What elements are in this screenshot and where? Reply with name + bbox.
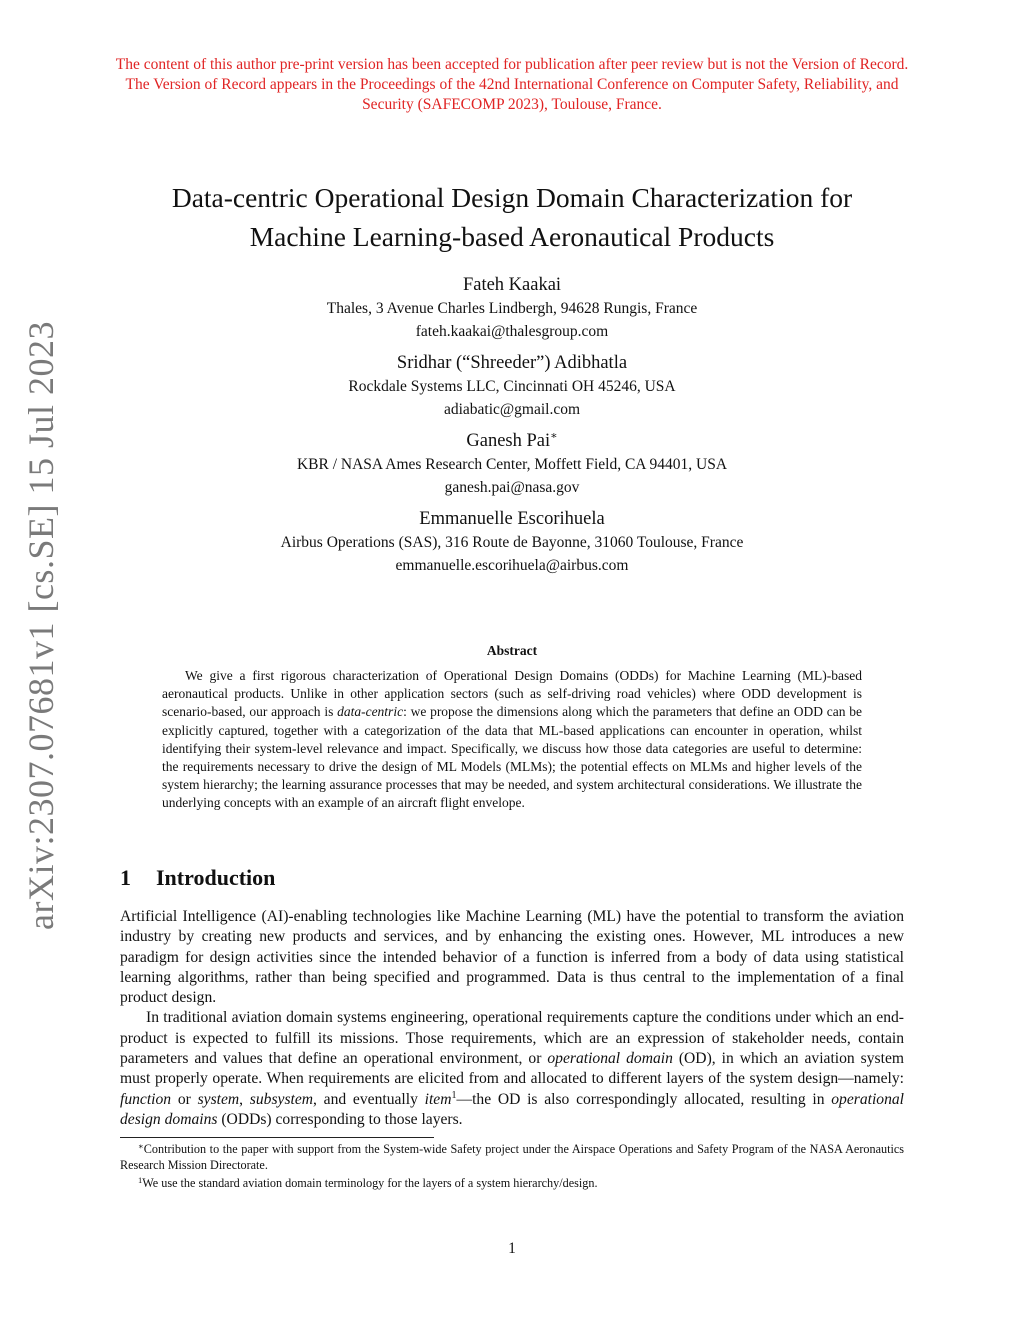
author-block (150, 273, 874, 343)
page-number: 1 (508, 1240, 516, 1257)
author-affiliation: Airbus Operations (SAS), 316 Route de Bayonne, 31060 Toulouse, France (280, 534, 744, 551)
text-run: or (171, 1090, 198, 1108)
author-affiliation: KBR / NASA Ames Research Center, Moffett Field, CA 94401, USA (296, 456, 728, 473)
footnote (120, 1141, 904, 1173)
section-number: 1 (120, 865, 131, 890)
emphasis: operational design domains (120, 1090, 905, 1128)
emphasis: subsystem (249, 1090, 314, 1108)
author-email[interactable]: emmanuelle.escorihuela@airbus.com (395, 557, 629, 574)
footnotes (120, 1141, 904, 1193)
author-name: Emmanuelle Escorihuela (419, 509, 605, 529)
abstract-text-part: We give a first rigorous characterization of Operational Design Domains (ODDs) for Machine Learning (ML)-based aeronautical products. Unlike in other application sectors (such as self-driving road vehicles) where ODD development is scenario-based, our approach is (162, 668, 862, 720)
text-run: (ODDs) corresponding to those layers. (217, 1110, 463, 1128)
author-block (150, 507, 874, 577)
footnote-text: Contribution to the paper with support from the System-wide Safety project under the Airspace Operations and Safety Program of the NASA Aeronautics Research Mission Directorate. (120, 1142, 904, 1172)
author-footnote-mark[interactable]: ∗ (550, 430, 558, 442)
footnote-text: We use the standard aviation domain terminology for the layers of a system hierarchy/design. (142, 1176, 598, 1190)
author-email[interactable]: ganesh.pai@nasa.gov (444, 479, 580, 496)
author-name: Ganesh Pai (466, 431, 551, 451)
section-heading (120, 865, 275, 891)
paragraph (120, 1008, 904, 1130)
author-affiliation: Thales, 3 Avenue Charles Lindbergh, 94628 Rungis, France (326, 300, 698, 317)
footnote-divider (120, 1137, 434, 1138)
abstract-emphasis: data-centric (337, 704, 404, 720)
arxiv-stamp: arXiv:2307.07681v1 [cs.SE] 15 Jul 2023 (21, 321, 61, 930)
author-block (150, 351, 874, 421)
title-line-1: Data-centric Operational Design Domain Characterization for (171, 182, 853, 213)
text-run: —the OD is also correspondingly allocated, resulting in (456, 1090, 832, 1108)
emphasis: operational domain (547, 1050, 673, 1068)
emphasis: system (197, 1090, 240, 1108)
author-email[interactable]: adiabatic@gmail.com (443, 401, 581, 418)
paragraph: Artificial Intelligence (AI)-enabling technologies like Machine Learning (ML) have the potential to transform the aviation industry by creating new products and services, and by enhancing the existing ones. However, ML introduces a new paradigm for design activities since the intended behavior of a function is inferred from a body of data using statistical learning algorithms, rather than being specified and programmed. Data is thus central to the implementation of a final product design. (120, 908, 904, 1007)
author-name: Sridhar (“Shreeder”) Adibhatla (396, 353, 628, 373)
text-run: In traditional aviation domain systems engineering, operational requirements capture the conditions under which an end-product is expected to fulfill its missions. Those requirements, which are an expression of stakeholder needs, contain parameters and values that define an operational environment, or (120, 1009, 904, 1068)
author-name: Fateh Kaakai (462, 275, 562, 295)
author-affiliation: Rockdale Systems LLC, Cincinnati OH 45246, USA (348, 378, 676, 395)
body-text (120, 907, 904, 1130)
abstract-heading: Abstract (486, 643, 538, 658)
publication-notice: The content of this author pre-print version has been accepted for publication after peer review but is not the Version of Record. The Version of Record appears in the Proceedings of the 42nd International Conference on Computer Safety, Reliability, and Security (SAFECOMP 2023), Toulouse, France. (115, 56, 909, 113)
emphasis: function (120, 1090, 172, 1108)
author-list (150, 273, 874, 585)
footnote-mark: ∗ (138, 1141, 144, 1151)
text-run: , (239, 1090, 250, 1108)
footnote-reference[interactable]: 1 (451, 1089, 457, 1101)
section-title: Introduction (156, 865, 276, 890)
footnote-mark: 1 (138, 1175, 143, 1185)
text-run: , and eventually (313, 1090, 425, 1108)
abstract-text-part: : we propose the dimensions along which the parameters that define an ODD can be explicitly captured, together with a categorization of the data that ML-based applications can encounter in operation, whilst identifying their system-level relevance and impact. Specifically, we discuss how those data categories are useful to determine: the requirements necessary to drive the design of ML Models (MLMs); the potential effects on MLMs and higher levels of the system hierarchy; the learning assurance processes that may be needed, and system architectural considerations. We illustrate the underlying concepts with an example of an aircraft flight envelope. (162, 704, 862, 811)
abstract-text (162, 667, 862, 813)
emphasis: item (424, 1090, 452, 1108)
text-run: (OD), in which an aviation system must properly operate. When requirements are elicited from and allocated to different layers of the system design—namely: (120, 1050, 905, 1088)
author-email[interactable]: fateh.kaakai@thalesgroup.com (415, 323, 609, 340)
author-block (150, 429, 874, 499)
paper-title (100, 178, 924, 256)
footnote (120, 1175, 904, 1191)
title-line-2: Machine Learning-based Aeronautical Products (249, 221, 775, 252)
